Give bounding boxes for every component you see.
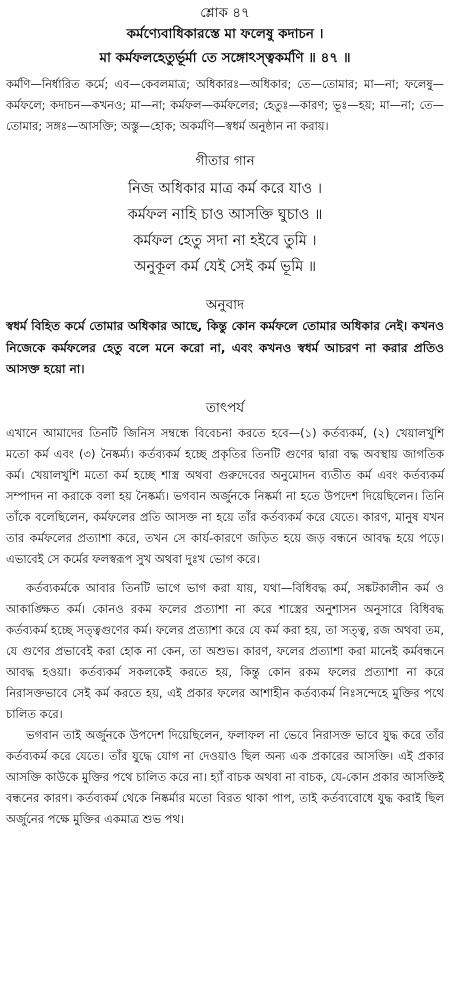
song-line: কর্মফল নাহি চাও আসক্তি ঘুচাও ॥: [127, 207, 323, 223]
song-line: কর্মফল হেতু সদা না হইবে তুমি ।: [133, 233, 317, 249]
song-heading: গীতার গান: [195, 153, 255, 169]
gitar-gaan-verse: [6, 176, 444, 280]
verse-line: কর্মণ্যেবাধিকারস্তে মা ফলেষু কদাচন ।: [126, 26, 324, 42]
song-line: অনুকূল কর্ম যেই সেই কর্ম ভূমি ॥: [133, 259, 317, 275]
verse-heading: শ্লোক ৪৭: [200, 5, 250, 21]
song-line: নিজ অধিকার মাত্র কর্ম করে যাও ।: [127, 181, 323, 197]
purport-paragraph: কর্তব্যকর্মকে আবার তিনটি ভাগে ভাগ করা যায়, যথা—বিধিবদ্ধ কর্ম, সঙ্কটকালীন কর্ম ও আকাঙ্ক্ষিত কর্ম। কোনও রকম ফলের প্রত্যাশা না করে শাস্ত্রের অনুশাসন অনুসারে বিধিবদ্ধ কর্তব্যকর্ম হচ্ছে সত্ত্বগুণের কর্ম। ফলের প্রত্যাশা করে যে কর্ম করা হয়, তা সত্ত্ব, রজ অথবা তম, যে গুণের প্রভাবেই করা হোক না কেন, তা অশুভ। কারণ, ফলের প্রত্যাশা করা মানেই কর্মবন্ধনে আবদ্ধ হওয়া। কর্তব্যকর্ম সকলকেই করতে হয়, কিন্তু কোন রকম ফলের প্রত্যাশা না করে নিরাসক্তভাবে সেই কর্ম করতে হয়, এই প্রকার ফলের আশাহীন কর্তব্যকর্ম নিঃসন্দেহে মুক্তির পথে চালিত করে।: [6, 580, 444, 721]
verse-line: মা কর্মফলহেতুর্ভূর্মা তে সঙ্গোঽস্ত্বকর্মণি ॥ ৪৭ ॥: [99, 50, 351, 66]
purport-paragraph: এখানে আমাদের তিনটি জিনিস সম্বন্ধে বিবেচনা করতে হবে—(১) কর্তব্যকর্ম, (২) খেয়ালখুশি মতো কর্ম এবং (৩) নৈষ্কর্ম্য। কর্তব্যকর্ম হচ্ছে প্রকৃতির তিনটি গুণের দ্বারা বদ্ধ অবস্থায় জাগতিক কর্ম। খেয়ালখুশি মতো কর্ম হচ্ছে শাস্ত্র অথবা গুরুদেবের অনুমোদন ব্যতীত কর্ম এবং কর্তব্যকর্ম সম্পাদন না করাকে বলা হয় নৈষ্কর্ম্য। ভগবান অর্জুনকে নিষ্কর্মা না হতে উপদেশ দিয়েছিলেন। তিনি তাঁকে বলেছিলেন, কর্মফলের প্রতি আসক্ত না হয়ে তাঁর কর্তব্যকর্ম করে যেতে। কারণ, মানুষ যখন তার কর্মফলের প্রত্যাশা করে, তখন সে কার্য-কারণে জড়িত হয়ে জড় বন্ধনে আবদ্ধ হয়ে পড়ে। এভাবেই সে কর্মের ফলস্বরূপ সুখ অথবা দুঃখ ভোগ করে।: [6, 425, 444, 566]
translation-text: স্বধর্ম বিহিত কর্মে তোমার অধিকার আছে, কিন্তু কোন কর্মফলে তোমার অধিকার নেই। কখনও নিজেকে কর্মফলের হেতু বলে মনে করো না, এবং কখনও স্বধর্ম আচরণ না করার প্রতিও আসক্ত হয়ো না।: [6, 319, 444, 376]
translation-heading: অনুবাদ: [205, 297, 245, 313]
purport-body: [6, 423, 444, 830]
sanskrit-verse: [6, 22, 444, 70]
purport-paragraph: ভগবান তাই অর্জুনকে উপদেশ দিয়েছিলেন, ফলাফল না ভেবে নিরাসক্ত ভাবে যুদ্ধ করে তাঁর কর্তব্যকর্ম করে যেতে। তাঁর যুদ্ধে যোগ না দেওয়াও ছিল অন্য এক প্রকারের আসক্তি। এই প্রকার আসক্তি কাউকে মুক্তির পথে চালিত করে না। হ্যাঁ বাচক অথবা না বাচক, যে-কোন প্রকার আসক্তিই বন্ধনের কারণ। কর্তব্যকর্ম থেকে নিষ্কর্মার মতো বিরত থাকা পাপ, তাই কর্তব্যবোধে যুদ্ধ করাই ছিল অর্জুনের পক্ষে মুক্তির একমাত্র শুভ পথ।: [6, 727, 444, 826]
purport-heading: তাৎপর্য: [205, 399, 245, 416]
word-meanings: কর্মণি—নির্ধারিত কর্মে; এব—কেবলমাত্র; অধিকারঃ—অধিকার; তে—তোমার; মা—না; ফলেষু—কর্মফলে; কদাচন—কখনও; মা—না; কর্মফল—কর্মফলের; হেতুঃ—কারণ; ভূঃ—হয়; মা—না; তে—তোমার; সঙ্গঃ—আসক্তি; অস্তু—হোক; অকর্মণি—স্বধর্ম অনুষ্ঠান না করায়।: [6, 77, 444, 133]
